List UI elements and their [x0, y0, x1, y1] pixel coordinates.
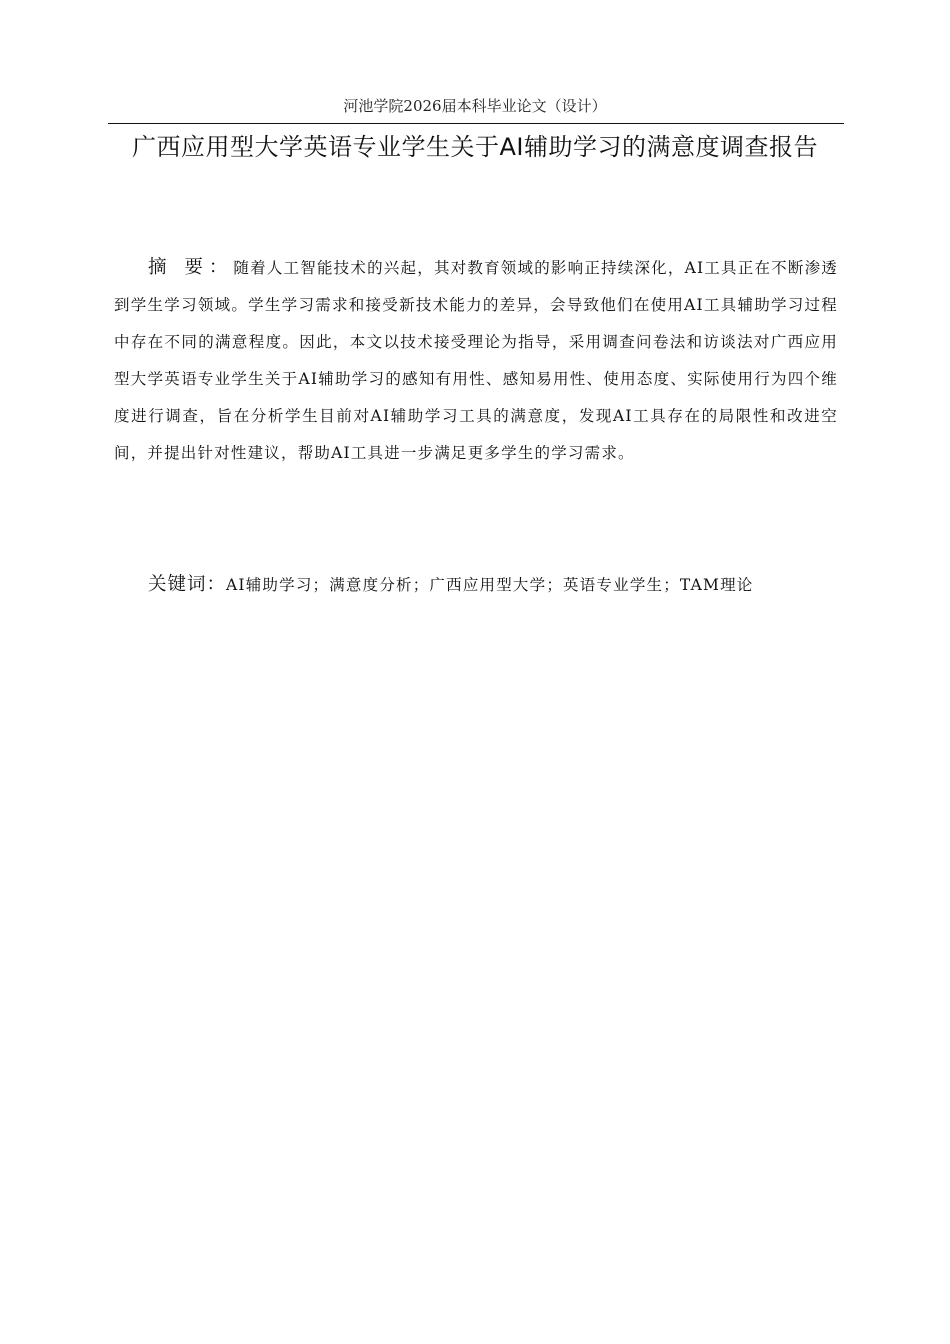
keywords-label: 关键词： — [148, 574, 227, 595]
abstract-paragraph — [114, 249, 838, 472]
abstract-label: 摘 要： — [148, 257, 234, 278]
abstract-text: 随着人工智能技术的兴起，其对教育领域的影响正持续深化，AI工具正在不断渗透到学生学习领域。学生学习需求和接受新技术能力的差异，会导致他们在使用AI工具辅助学习过程中存在不同的满意程度。因此，本文以技术接受理论为指导，采用调查问卷法和访谈法对广西应用型大学英语专业学生关于AI辅助学习的感知有用性、感知易用性、使用态度、实际使用行为四个维度进行调查，旨在分析学生目前对AI辅助学习工具的满意度，发现AI工具存在的局限性和改进空间，并提出针对性建议，帮助AI工具进一步满足更多学生的学习需求。 — [114, 259, 838, 462]
running-header: 河池学院2026届本科毕业论文（设计） — [343, 97, 607, 115]
keywords-paragraph — [114, 566, 838, 604]
keywords-text: AI辅助学习；满意度分析；广西应用型大学；英语专业学生；TAM理论 — [226, 576, 754, 594]
thesis-title: 广西应用型大学英语专业学生关于AI辅助学习的满意度调查报告 — [132, 133, 818, 161]
header-divider — [108, 123, 844, 124]
